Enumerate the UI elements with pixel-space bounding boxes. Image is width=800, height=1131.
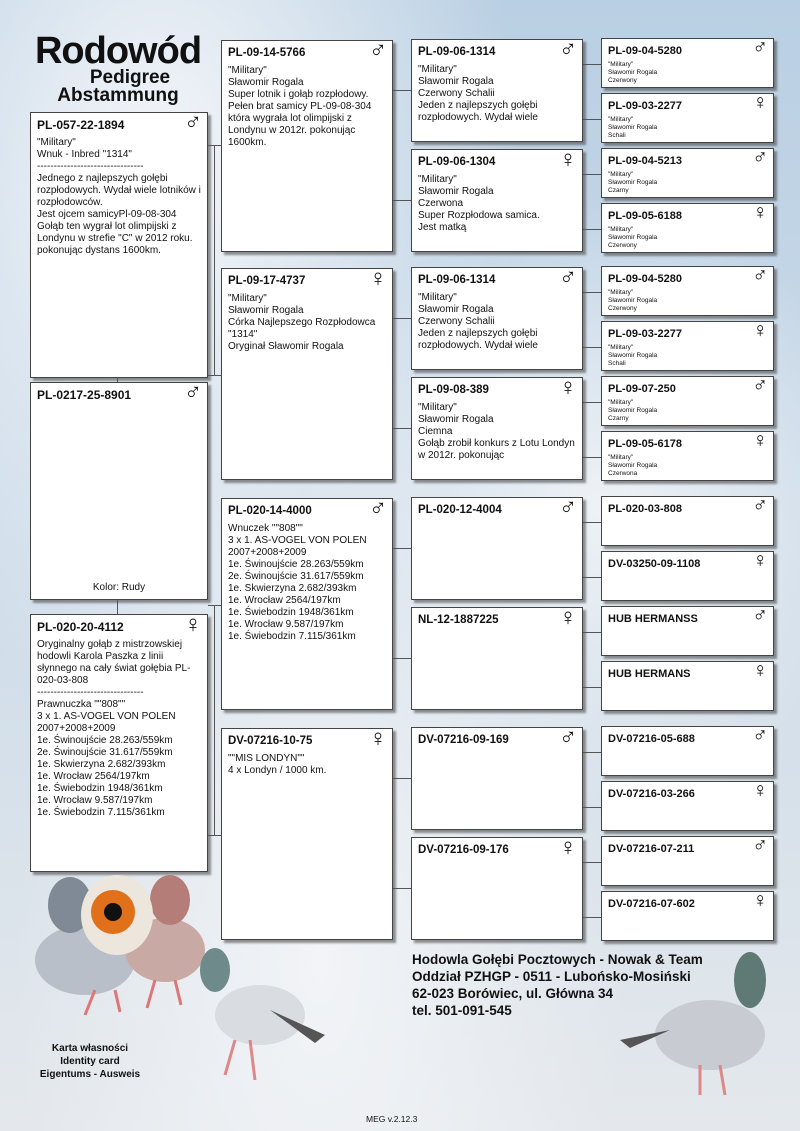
gen3-box[interactable] [411,497,583,600]
gen4-box[interactable] [601,551,774,601]
description: "Military" Sławomir Rogala Czerwona [608,454,658,477]
male-icon: ♂ [752,266,768,287]
male-icon: ♂ [752,496,768,517]
female-icon: ♀ [369,728,387,752]
gen4-box[interactable] [601,266,774,316]
female-icon: ♀ [752,891,768,912]
female-icon: ♀ [752,93,768,114]
connector-line [214,605,215,835]
ring-number: PL-020-14-4000 [228,505,312,517]
ring-number: DV-07216-10-75 [228,735,313,747]
connector-line [583,402,601,403]
male-icon: ♂ [752,376,768,397]
female-icon: ♀ [559,377,577,401]
ring-number: HUB HERMANSS [608,613,698,625]
ring-number: NL-12-1887225 [418,614,499,626]
pigeon-image-left [190,940,330,1090]
ring-number: PL-09-03-2277 [608,100,682,112]
female-icon: ♀ [752,551,768,572]
connector-line [583,64,601,65]
gen4-box[interactable] [601,203,774,253]
connector-line [583,577,601,578]
connector-line [583,457,601,458]
connector-line [393,318,411,319]
connector-line [393,778,411,779]
card-label-de: Eigentums - Ausweis [39,1069,141,1080]
connector-line [393,548,411,549]
description: "Military" Wnuk - Inbred "1314" -------------------------------- Jednego z najlepszych gołębi rozpłodowych. Wydał wiele lotników i rozpłodowców. Jest ojcem samicyPl-09-08-304 Gołąb ten wygrał lot olimpijski z Londynu w strefie "C" w 2012 roku. pokonując dystans 1600km. [37,137,201,256]
description: "Military" Sławomir Rogala Super lotnik i gołąb rozpłodowy. Pełen brat samicy PL-09-08-304 która wygrała lot olimpijski z Londynu w 2012r. pokonując 1600km. [228,65,372,148]
female-icon: ♀ [559,607,577,631]
ring-number: PL-09-06-1304 [418,156,496,168]
ring-number: PL-020-12-4004 [418,504,502,516]
description: "Military" Sławomir Rogala Czerwony [608,226,658,249]
description: "Military" Sławomir Rogala Schali [608,116,658,139]
ring-number: DV-07216-07-602 [608,898,695,910]
female-icon: ♀ [752,321,768,342]
connector-line [583,347,601,348]
ring-number: PL-020-20-4112 [37,620,124,634]
gen4-box[interactable] [601,781,774,831]
pigeon-head-eye-image [25,860,210,1030]
connector-line [393,200,411,201]
ring-number: DV-07216-07-211 [608,843,695,855]
card-label-pl: Karta własności [51,1043,129,1054]
connector-line [583,632,601,633]
male-icon: ♂ [369,40,387,64]
gen4-box[interactable] [601,93,774,143]
description: "Military" Sławomir Rogala Czerwony Schalii Jeden z najlepszych gołębi rozpłodowych. Wydał wiele [418,292,538,351]
gen4-box[interactable] [601,38,774,88]
connector-line [583,119,601,120]
ring-number: HUB HERMANS [608,668,691,680]
identity-card-label [20,1042,160,1081]
ring-number: DV-03250-09-1108 [608,558,701,570]
gen3-box[interactable] [411,39,583,142]
breeder-phone: tel. 501-091-545 [412,1003,512,1018]
female-icon: ♀ [184,614,202,638]
female-icon: ♀ [559,149,577,173]
connector-line [117,600,118,614]
gen3-box[interactable] [411,727,583,830]
female-icon: ♀ [369,268,387,292]
description: "Military" Sławomir Rogala Czerwony Schalii Jeden z najlepszych gołębi rozpłodowych. Wydał wiele [418,64,538,123]
ring-number: DV-07216-09-169 [418,734,509,746]
gen4-box[interactable] [601,321,774,371]
ring-number: DV-07216-09-176 [418,844,509,856]
gen2-box[interactable] [221,498,393,710]
description: "Military" Sławomir Rogala Czarny [608,171,658,194]
gen3-box[interactable] [411,377,583,480]
connector-line [583,862,601,863]
connector-line [393,658,411,659]
ring-number: PL-09-17-4737 [228,275,306,287]
female-icon: ♀ [752,781,768,802]
description: Wnuczek ""808"" 3 x 1. AS-VOGEL VON POLEN 2007+2008+2009 1e. Świnoujście 28.263/559km 2e. Świnoujście 31.617/559km 1e. Skwierzyna 2.682/393km 1e. Wrocław 2564/197km 1e. Świebodzin 1948/361km 1e. Wrocław 9.587/197km 1e. Świebodzin 7.115/361km [228,523,367,642]
ring-number: PL-09-06-1314 [418,274,496,286]
ring-number: PL-09-07-250 [608,383,676,395]
female-icon: ♀ [752,431,768,452]
ring-number: PL-020-03-808 [608,503,682,515]
dam-box[interactable] [30,614,208,872]
gen2-box[interactable] [221,728,393,940]
gen4-box[interactable] [601,726,774,776]
ring-number: PL-09-04-5280 [608,273,682,285]
connector-line [393,428,411,429]
connector-line [583,522,601,523]
connector-line [208,835,221,836]
gen4-box[interactable] [601,431,774,481]
subtitle-english: Pedigree [89,67,171,88]
connector-line [393,888,411,889]
version-label: MEG v.2.12.3 [366,1114,418,1124]
male-icon: ♂ [559,39,577,63]
male-icon: ♂ [369,498,387,522]
connector-line [208,375,221,376]
male-icon: ♂ [752,148,768,169]
gen4-box[interactable] [601,891,774,941]
subject-box[interactable] [30,112,208,378]
ring-number: PL-0217-25-8901 [37,388,132,402]
connector-line [583,917,601,918]
connector-line [214,145,215,375]
breeder-name: Hodowla Gołębi Pocztowych - Nowak & Team [412,952,703,967]
description: "Military" Sławomir Rogala Czerwony [608,61,658,84]
connector-line [583,807,601,808]
male-icon: ♂ [752,38,768,59]
gen2-box[interactable] [221,40,393,252]
gen4-box[interactable] [601,606,774,656]
sire-box[interactable] [30,382,208,600]
connector-line [117,378,118,382]
gen3-box[interactable] [411,837,583,940]
female-icon: ♀ [752,203,768,224]
description: "Military" Sławomir Rogala Córka Najlepszego Rozpłodowca "1314" Oryginał Sławomir Rogala [228,293,376,352]
ring-number: PL-057-22-1894 [37,118,125,132]
gen4-box[interactable] [601,376,774,426]
female-icon: ♀ [752,661,768,682]
ring-number: PL-09-04-5280 [608,45,682,57]
male-icon: ♂ [752,606,768,627]
male-icon: ♂ [559,727,577,751]
ring-number: PL-09-03-2277 [608,328,682,340]
male-icon: ♂ [559,267,577,291]
ring-number: PL-09-06-1314 [418,46,496,58]
description: Oryginalny gołąb z mistrzowskiej hodowli Karola Paszka z linii słynnego na cały świat gołębia PL-020-03-808 -------------------------------- Prawnuczka ""808"" 3 x 1. AS-VOGEL VON POLEN 2007+2008+2009 1e. Świnoujście 28.263/559km 2e. Świnoujście 31.617/559km 1e. Skwierzyna 2.682/393km 1e. Wrocław 2564/197km 1e. Świebodzin 1948/361km 1e. Wrocław 9.587/197km 1e. Świebodzin 7.115/361km [37,639,191,818]
breeder-info [412,951,703,1019]
male-icon: ♂ [184,112,202,136]
ring-number: PL-09-05-6188 [608,210,682,222]
gen4-box[interactable] [601,836,774,886]
breeder-branch: Oddział PZHGP - 0511 - Lubońsko-Mosiński [412,969,691,984]
description: "Military" Sławomir Rogala Czarny [608,399,658,422]
ring-number: DV-07216-05-688 [608,733,695,745]
description: "Military" Sławomir Rogala Czerwona Super Rozpłodowa samica. Jest matką [418,174,540,233]
connector-line [583,292,601,293]
description: ""MIS LONDYN"" 4 x Londyn / 1000 km. [228,753,327,776]
male-icon: ♂ [559,497,577,521]
male-icon: ♂ [752,836,768,857]
description: "Military" Sławomir Rogala Czerwony [608,289,658,312]
gen3-box[interactable] [411,607,583,710]
male-icon: ♂ [184,382,202,406]
ring-number: PL-09-14-5766 [228,47,306,59]
connector-line [393,90,411,91]
female-icon: ♀ [559,837,577,861]
gen4-box[interactable] [601,661,774,711]
connector-line [583,229,601,230]
gen4-box[interactable] [601,496,774,546]
description: "Military" Sławomir Rogala Schali [608,344,658,367]
subtitle-german: Abstammung [57,85,179,106]
page-title: Rodowód [34,30,202,72]
color-label: Kolor: Rudy [92,582,146,593]
connector-line [583,174,601,175]
connector-line [583,752,601,753]
connector-line [583,687,601,688]
breeder-address: 62-023 Borówiec, ul. Główna 34 [412,986,614,1001]
male-icon: ♂ [752,726,768,747]
description: "Military" Sławomir Rogala Ciemna Gołąb zrobił konkurs z Lotu Londyn w 2012r. pokonując [418,402,575,461]
gen3-box[interactable] [411,149,583,252]
ring-number: PL-09-08-389 [418,384,489,396]
ring-number: DV-07216-03-266 [608,788,695,800]
gen3-box[interactable] [411,267,583,370]
ring-number: PL-09-04-5213 [608,155,682,167]
gen2-box[interactable] [221,268,393,480]
ring-number: PL-09-05-6178 [608,438,682,450]
gen4-box[interactable] [601,148,774,198]
card-label-en: Identity card [60,1056,120,1067]
